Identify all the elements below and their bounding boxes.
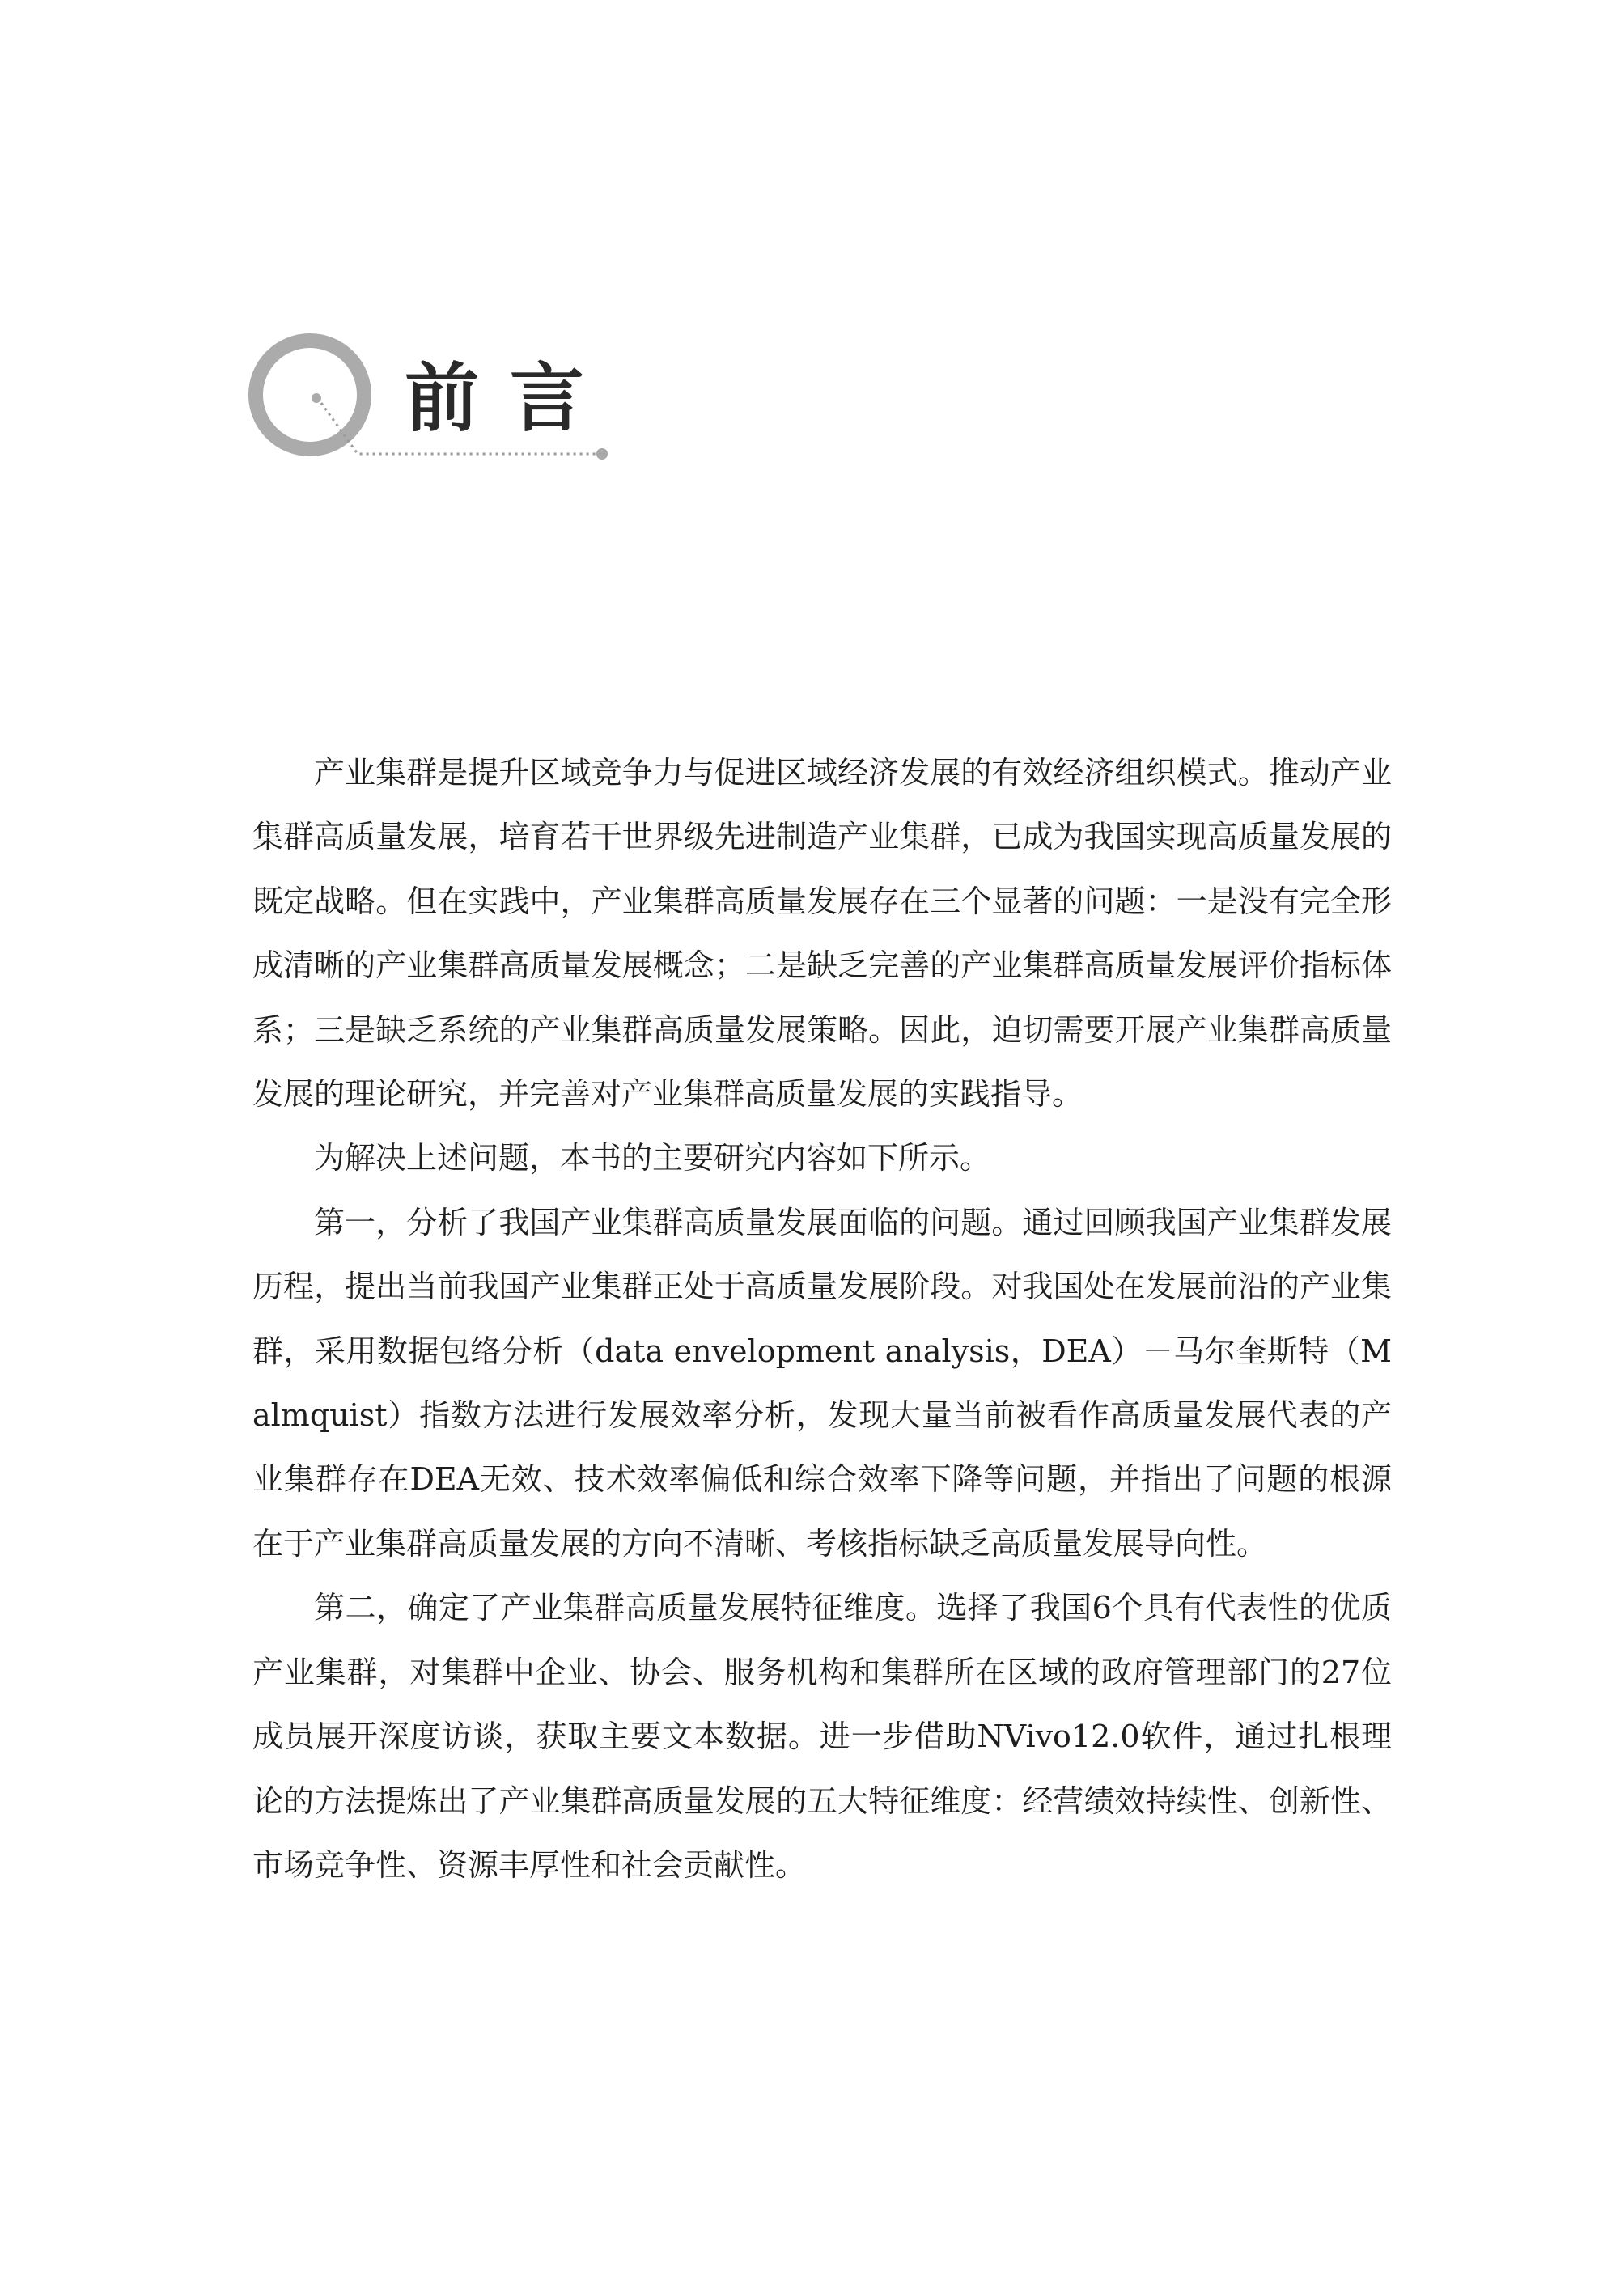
paragraph: 产业集群是提升区域竞争力与促进区域经济发展的有效经济组织模式。推动产业集群高质量发展，培育若干世界级先进制造产业集群，已成为我国实现高质量发展的既定战略。但在实践中，产业集群高质量发展存在三个显著的问题：一是没有完全形成清晰的产业集群高质量发展概念；二是缺乏完善的产业集群高质量发展评价指标体系；三是缺乏系统的产业集群高质量发展策略。因此，迫切需要开展产业集群高质量发展的理论研究，并完善对产业集群高质量发展的实践指导。 (252, 755, 1392, 1113)
page-title: 前言 (405, 355, 616, 442)
paragraph: 第一，分析了我国产业集群高质量发展面临的问题。通过回顾我国产业集群发展历程，提出当前我国产业集群正处于高质量发展阶段。对我国处在发展前沿的产业集群，采用数据包络分析（data envelopment analysis，DEA）－马尔奎斯特（Malmquist）指数方法进行发展效率分析，发现大量当前被看作高质量发展代表的产业集群存在DEA无效、技术效率偏低和综合效率下降等问题，并指出了问题的根源在于产业集群高质量发展的方向不清晰、考核指标缺乏高质量发展导向性。 (252, 1204, 1392, 1562)
paragraph: 第二，确定了产业集群高质量发展特征维度。选择了我国6个具有代表性的优质产业集群，对集群中企业、协会、服务机构和集群所在区域的政府管理部门的27位成员展开深度访谈，获取主要文本数据。进一步借助NVivo12.0软件，通过扎根理论的方法提炼出了产业集群高质量发展的五大特征维度：经营绩效持续性、创新性、市场竞争性、资源丰厚性和社会贡献性。 (252, 1590, 1392, 1883)
ring-icon (256, 341, 364, 449)
body-text (252, 741, 1392, 1897)
ring-center-dot (312, 393, 321, 403)
paragraph: 为解决上述问题，本书的主要研究内容如下所示。 (314, 1140, 991, 1176)
connector-end-dot (596, 448, 608, 460)
